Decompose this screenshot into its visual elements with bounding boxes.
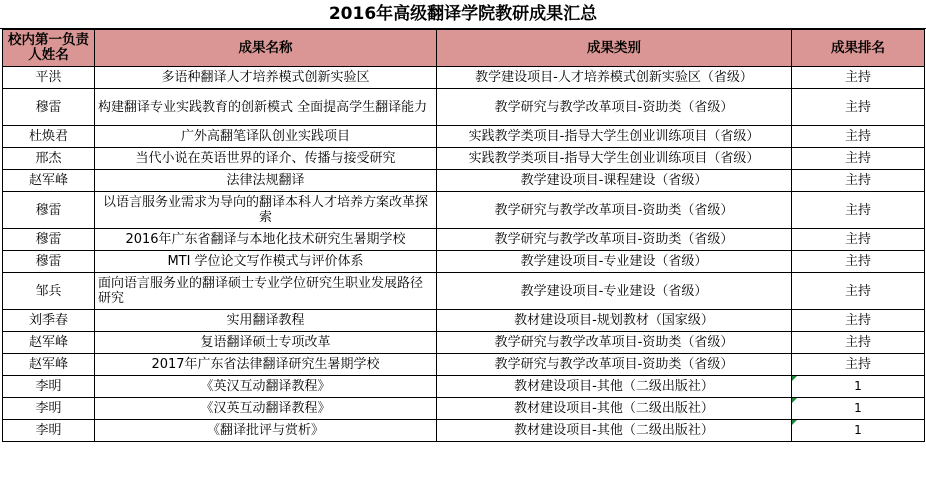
cell-category[interactable]: 教学建设项目-专业建设（省级） xyxy=(437,251,792,273)
cell-rank[interactable]: 主持 xyxy=(792,192,925,229)
table-row xyxy=(3,332,925,354)
cell-person[interactable]: 邹兵 xyxy=(3,273,95,310)
cell-category[interactable]: 教材建设项目-规划教材（国家级） xyxy=(437,310,792,332)
cell-name[interactable]: 实用翻译教程 xyxy=(95,310,437,332)
cell-category[interactable]: 教学研究与教学改革项目-资助类（省级） xyxy=(437,229,792,251)
cell-name[interactable]: 《英汉互动翻译教程》 xyxy=(95,376,437,398)
cell-category[interactable]: 教学研究与教学改革项目-资助类（省级） xyxy=(437,89,792,126)
cell-category[interactable]: 教学研究与教学改革项目-资助类（省级） xyxy=(437,332,792,354)
cell-category[interactable]: 教学研究与教学改革项目-资助类（省级） xyxy=(437,354,792,376)
header-rank[interactable]: 成果排名 xyxy=(792,30,925,67)
cell-name[interactable]: 面向语言服务业的翻译硕士专业学位研究生职业发展路径研究 xyxy=(95,273,437,310)
cell-name[interactable]: 多语种翻译人才培养模式创新实验区 xyxy=(95,67,437,89)
header-category[interactable]: 成果类别 xyxy=(437,30,792,67)
cell-person[interactable]: 平洪 xyxy=(3,67,95,89)
cell-rank[interactable]: 主持 xyxy=(792,310,925,332)
cell-name[interactable]: 构建翻译专业实践教育的创新模式 全面提高学生翻译能力 xyxy=(95,89,437,126)
cell-name[interactable]: 复语翻译硕士专项改革 xyxy=(95,332,437,354)
cell-person[interactable]: 穆雷 xyxy=(3,229,95,251)
cell-rank[interactable]: 主持 xyxy=(792,148,925,170)
table-row xyxy=(3,67,925,89)
cell-name[interactable]: 当代小说在英语世界的译介、传播与接受研究 xyxy=(95,148,437,170)
table-row xyxy=(3,376,925,398)
table-row xyxy=(3,148,925,170)
table-row xyxy=(3,420,925,442)
cell-rank[interactable]: 1 xyxy=(792,398,925,420)
cell-rank[interactable]: 主持 xyxy=(792,89,925,126)
cell-name[interactable]: 法律法规翻译 xyxy=(95,170,437,192)
table-row xyxy=(3,273,925,310)
sheet-title: 2016年高级翻译学院教研成果汇总 xyxy=(0,0,926,29)
table-row xyxy=(3,89,925,126)
cell-person[interactable]: 刘季春 xyxy=(3,310,95,332)
cell-person[interactable]: 穆雷 xyxy=(3,192,95,229)
cell-name[interactable]: 《汉英互动翻译教程》 xyxy=(95,398,437,420)
cell-person[interactable]: 赵军峰 xyxy=(3,332,95,354)
table-row xyxy=(3,192,925,229)
cell-rank[interactable]: 主持 xyxy=(792,170,925,192)
header-person[interactable]: 校内第一负责人姓名 xyxy=(3,30,95,67)
table-row xyxy=(3,310,925,332)
cell-rank[interactable]: 主持 xyxy=(792,67,925,89)
cell-category[interactable]: 教材建设项目-其他（二级出版社） xyxy=(437,376,792,398)
table-row xyxy=(3,251,925,273)
cell-name[interactable]: 2017年广东省法律翻译研究生暑期学校 xyxy=(95,354,437,376)
header-row xyxy=(3,30,925,67)
cell-person[interactable]: 李明 xyxy=(3,376,95,398)
cell-person[interactable]: 李明 xyxy=(3,420,95,442)
results-table xyxy=(2,29,925,442)
table-row xyxy=(3,229,925,251)
cell-person[interactable]: 赵军峰 xyxy=(3,170,95,192)
cell-name[interactable]: MTI 学位论文写作模式与评价体系 xyxy=(95,251,437,273)
cell-name[interactable]: 以语言服务业需求为导向的翻译本科人才培养方案改革探索 xyxy=(95,192,437,229)
cell-person[interactable]: 赵军峰 xyxy=(3,354,95,376)
cell-category[interactable]: 教学建设项目-人才培养模式创新实验区（省级） xyxy=(437,67,792,89)
cell-rank[interactable]: 主持 xyxy=(792,354,925,376)
cell-name[interactable]: 2016年广东省翻译与本地化技术研究生暑期学校 xyxy=(95,229,437,251)
header-name[interactable]: 成果名称 xyxy=(95,30,437,67)
cell-person[interactable]: 穆雷 xyxy=(3,89,95,126)
cell-category[interactable]: 教材建设项目-其他（二级出版社） xyxy=(437,398,792,420)
cell-rank[interactable]: 1 xyxy=(792,376,925,398)
cell-category[interactable]: 实践教学类项目-指导大学生创业训练项目（省级） xyxy=(437,148,792,170)
table-row xyxy=(3,126,925,148)
cell-person[interactable]: 邢杰 xyxy=(3,148,95,170)
cell-rank[interactable]: 主持 xyxy=(792,273,925,310)
cell-person[interactable]: 杜焕君 xyxy=(3,126,95,148)
cell-rank[interactable]: 1 xyxy=(792,420,925,442)
table-row xyxy=(3,354,925,376)
table-row xyxy=(3,170,925,192)
cell-category[interactable]: 实践教学类项目-指导大学生创业训练项目（省级） xyxy=(437,126,792,148)
cell-category[interactable]: 教材建设项目-其他（二级出版社） xyxy=(437,420,792,442)
cell-person[interactable]: 李明 xyxy=(3,398,95,420)
cell-name[interactable]: 广外高翻笔译队创业实践项目 xyxy=(95,126,437,148)
cell-rank[interactable]: 主持 xyxy=(792,229,925,251)
cell-rank[interactable]: 主持 xyxy=(792,332,925,354)
cell-rank[interactable]: 主持 xyxy=(792,251,925,273)
cell-rank[interactable]: 主持 xyxy=(792,126,925,148)
cell-name[interactable]: 《翻译批评与赏析》 xyxy=(95,420,437,442)
cell-category[interactable]: 教学建设项目-专业建设（省级） xyxy=(437,273,792,310)
cell-category[interactable]: 教学研究与教学改革项目-资助类（省级） xyxy=(437,192,792,229)
cell-person[interactable]: 穆雷 xyxy=(3,251,95,273)
cell-category[interactable]: 教学建设项目-课程建设（省级） xyxy=(437,170,792,192)
table-row xyxy=(3,398,925,420)
